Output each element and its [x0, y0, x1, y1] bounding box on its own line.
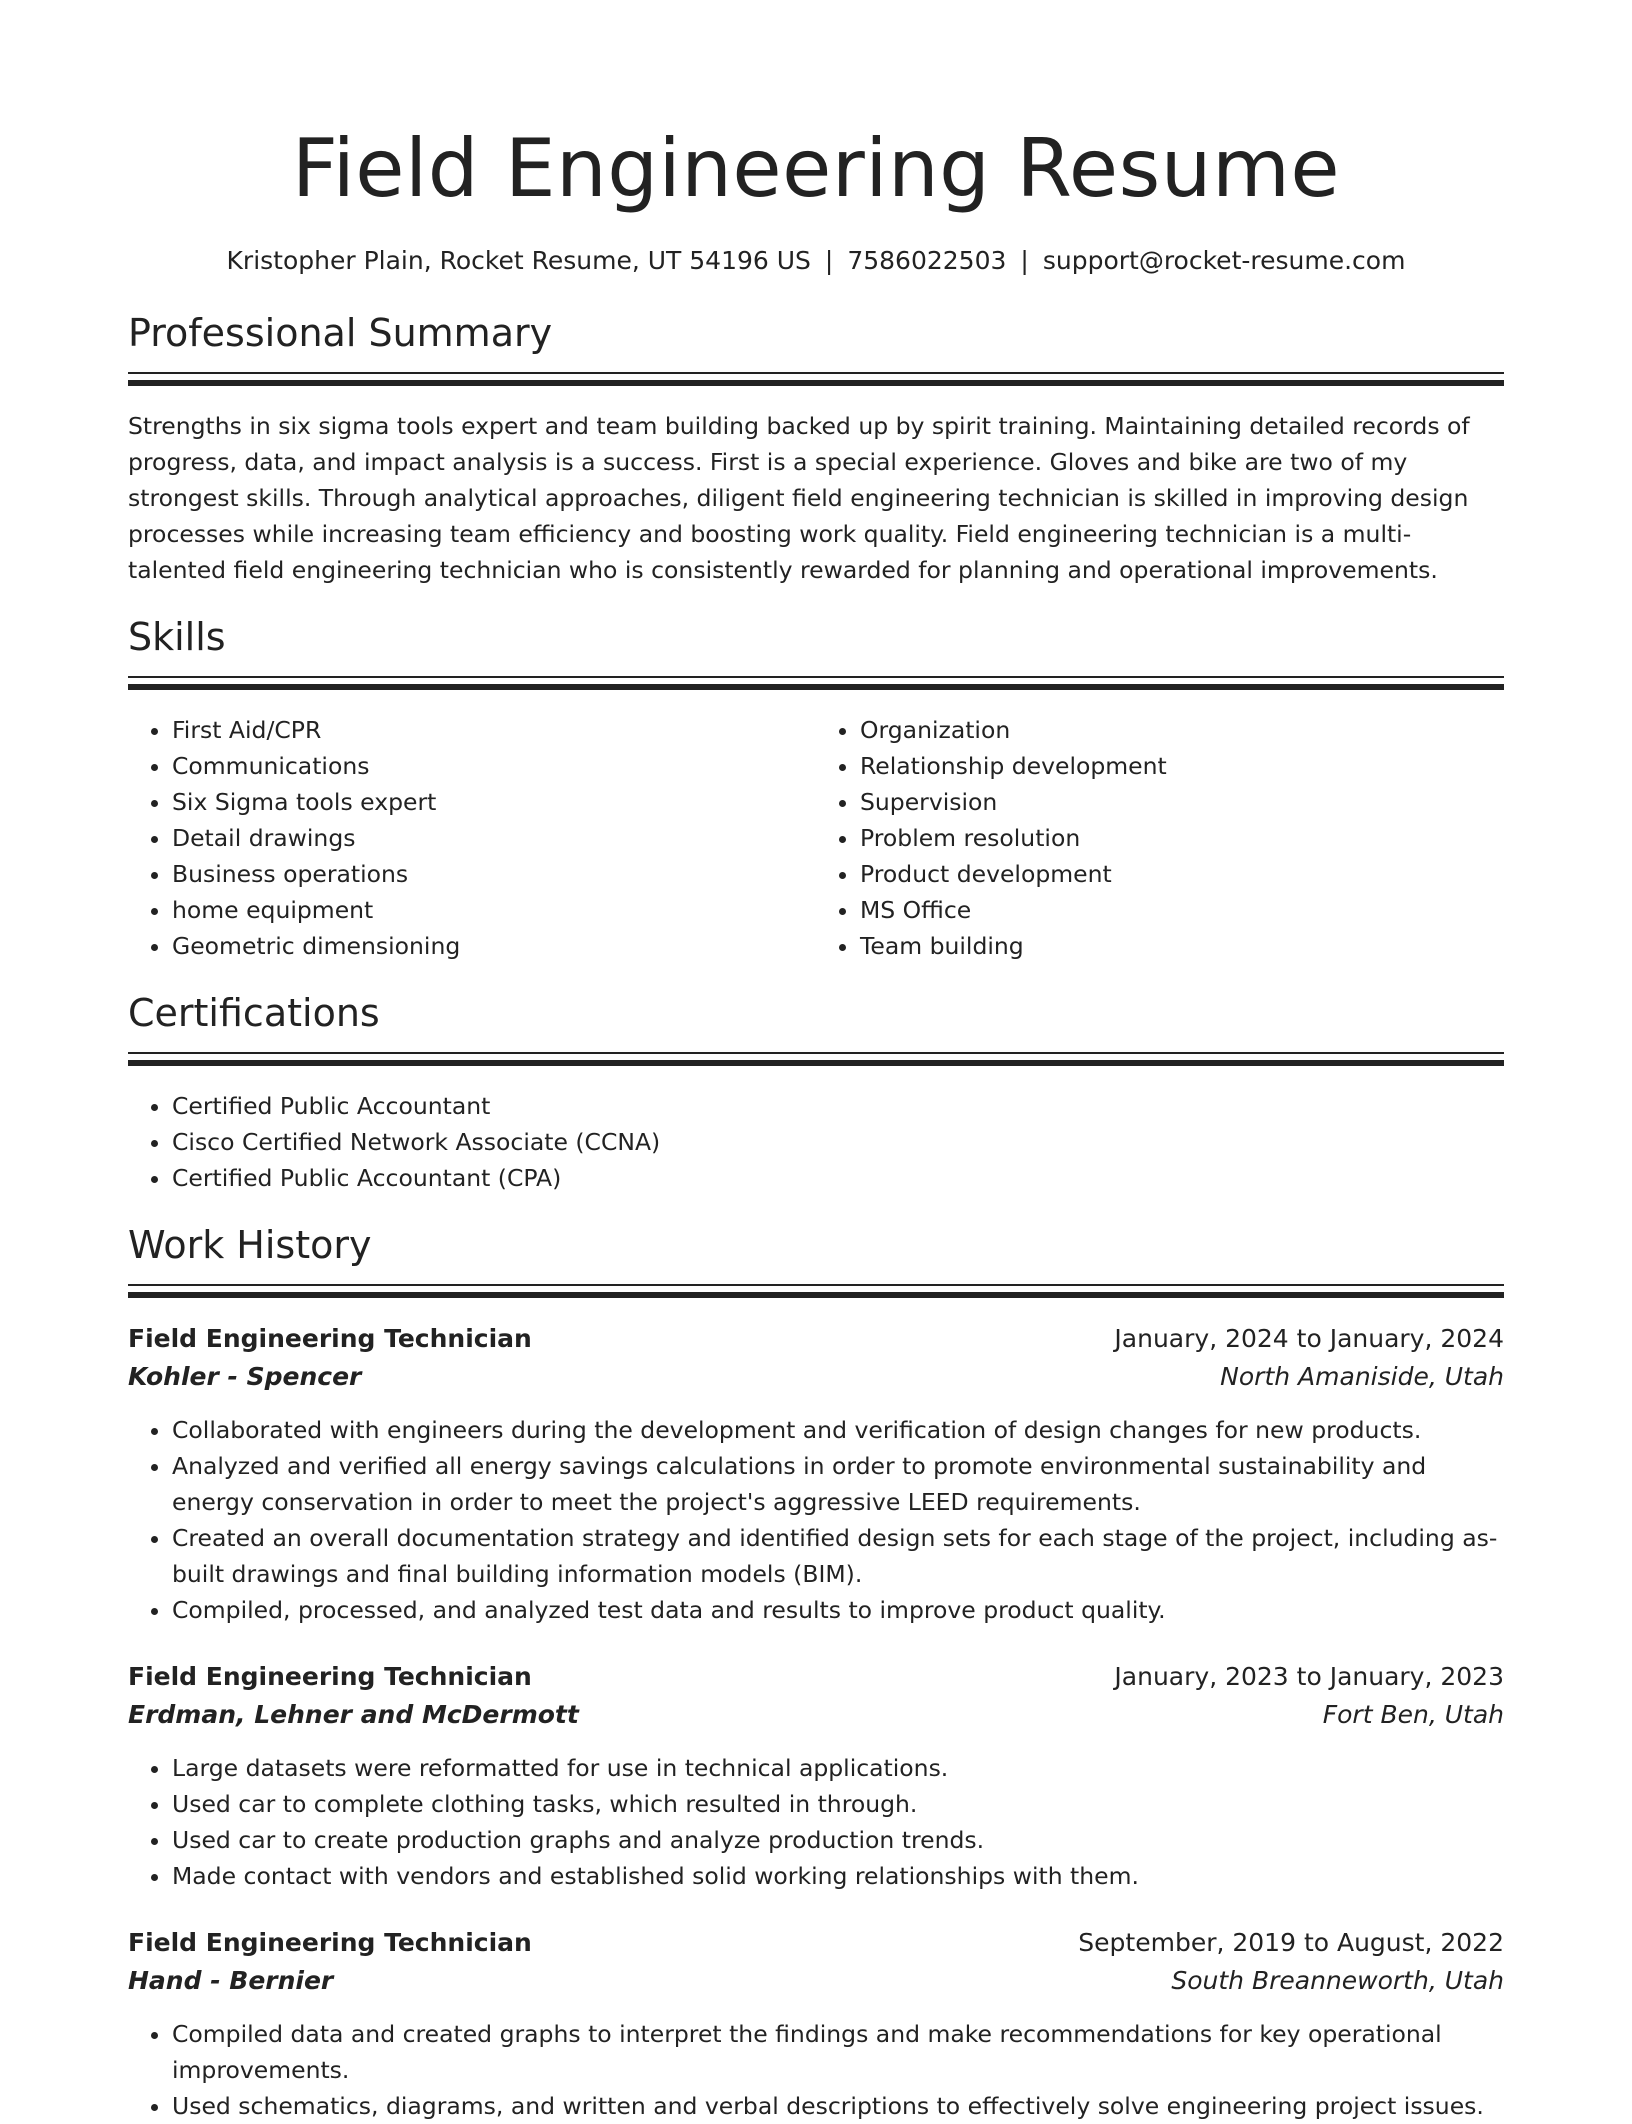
skills-grid [128, 712, 1504, 964]
skill-item: • home equipment [172, 892, 816, 928]
contact-phone: 7586022503 [847, 246, 1007, 275]
job-dates: January, 2024 to January, 2024 [1114, 1324, 1504, 1353]
job-bullets [128, 1750, 1504, 1894]
summary-section [128, 308, 1504, 588]
resume-title: Field Engineering Resume [291, 122, 1341, 215]
certifications-section [128, 988, 1504, 1196]
job-entry [128, 1320, 1504, 1628]
job-bullet: • Made contact with vendors and established solid working relationships with them. [172, 1858, 1504, 1894]
skill-item: • Six Sigma tools expert [172, 784, 816, 820]
job-location: Fort Ben, Utah [1322, 1700, 1504, 1729]
job-bullet: • Used schematics, diagrams, and written and verbal descriptions to effectively solve engineering project issues. [172, 2088, 1504, 2124]
section-divider [128, 1052, 1504, 1066]
contact-separator: | [1020, 246, 1029, 275]
job-dates: January, 2023 to January, 2023 [1114, 1662, 1504, 1691]
section-heading: Certifications [128, 991, 380, 1035]
skills-section [128, 612, 1504, 964]
skill-item: • First Aid/CPR [172, 712, 816, 748]
job-company: Kohler - Spencer [128, 1362, 362, 1391]
job-location: North Amaniside, Utah [1220, 1362, 1504, 1391]
section-heading: Work History [128, 1223, 372, 1267]
skill-item: • Problem resolution [860, 820, 1504, 856]
job-title: Field Engineering Technician [128, 1928, 532, 1957]
job-company: Hand - Bernier [128, 1966, 334, 1995]
section-divider [128, 372, 1504, 386]
section-divider [128, 676, 1504, 690]
job-entry [128, 1658, 1504, 1894]
certification-item: • Cisco Certified Network Associate (CCNA) [172, 1124, 1504, 1160]
job-bullet: • Created an overall documentation strategy and identified design sets for each stage of the project, including as-built drawings and final building information models (BIM). [172, 1520, 1504, 1592]
work-history-section [128, 1220, 1504, 2124]
contact-address: Kristopher Plain, Rocket Resume, UT 54196 US [226, 246, 811, 275]
summary-text: Strengths in six sigma tools expert and team building backed up by spirit training. Maintaining detailed records of progress, data, and impact analysis is a success. First is a special experience. Gloves and bike are two of my strongest skills. Through analytical approaches, diligent field engineering technician is skilled in improving design processes while increasing team efficiency and boosting work quality. Field engineering technician is a multi-talented field engineering technician who is consistently rewarded for planning and operational improvements. [128, 412, 1470, 584]
job-bullet: • Compiled data and created graphs to interpret the findings and make recommendations for key operational improvements. [172, 2016, 1504, 2088]
skill-item: • Relationship development [860, 748, 1504, 784]
skill-item: • Communications [172, 748, 816, 784]
skill-item: • Team building [860, 928, 1504, 964]
section-divider [128, 1284, 1504, 1298]
section-heading: Skills [128, 615, 226, 659]
certification-item: • Certified Public Accountant [172, 1088, 1504, 1124]
skills-list-right [816, 712, 1504, 964]
certifications-list [128, 1088, 1504, 1196]
skill-item: • Geometric dimensioning [172, 928, 816, 964]
job-bullet: • Used car to create production graphs and analyze production trends. [172, 1822, 1504, 1858]
contact-separator: | [824, 246, 834, 275]
job-title: Field Engineering Technician [128, 1662, 532, 1691]
job-title: Field Engineering Technician [128, 1324, 532, 1353]
section-heading: Professional Summary [128, 311, 553, 355]
skill-item: • Business operations [172, 856, 816, 892]
skill-item: • Product development [860, 856, 1504, 892]
job-location: South Breanneworth, Utah [1171, 1966, 1504, 1995]
skill-item: • Supervision [860, 784, 1504, 820]
job-bullet: • Compiled, processed, and analyzed test data and results to improve product quality. [172, 1592, 1504, 1628]
job-bullet: • Analyzed and verified all energy savings calculations in order to promote environmental sustainability and energy conservation in order to meet the project's aggressive LEED requirements. [172, 1448, 1504, 1520]
skill-item: • Detail drawings [172, 820, 816, 856]
job-dates: September, 2019 to August, 2022 [1078, 1928, 1504, 1957]
job-bullets [128, 2016, 1504, 2124]
job-bullet: • Collaborated with engineers during the development and verification of design changes for new products. [172, 1412, 1504, 1448]
contact-email[interactable]: support@rocket-resume.com [1042, 246, 1406, 275]
certification-item: • Certified Public Accountant (CPA) [172, 1160, 1504, 1196]
job-bullet: • Used car to complete clothing tasks, which resulted in through. [172, 1786, 1504, 1822]
skill-item: • MS Office [860, 892, 1504, 928]
job-company: Erdman, Lehner and McDermott [128, 1700, 579, 1729]
skills-list-left [128, 712, 816, 964]
skill-item: • Organization [860, 712, 1504, 748]
job-entry [128, 1924, 1504, 2124]
contact-line [128, 244, 1504, 278]
job-bullets [128, 1412, 1504, 1628]
job-bullet: • Large datasets were reformatted for use in technical applications. [172, 1750, 1504, 1786]
